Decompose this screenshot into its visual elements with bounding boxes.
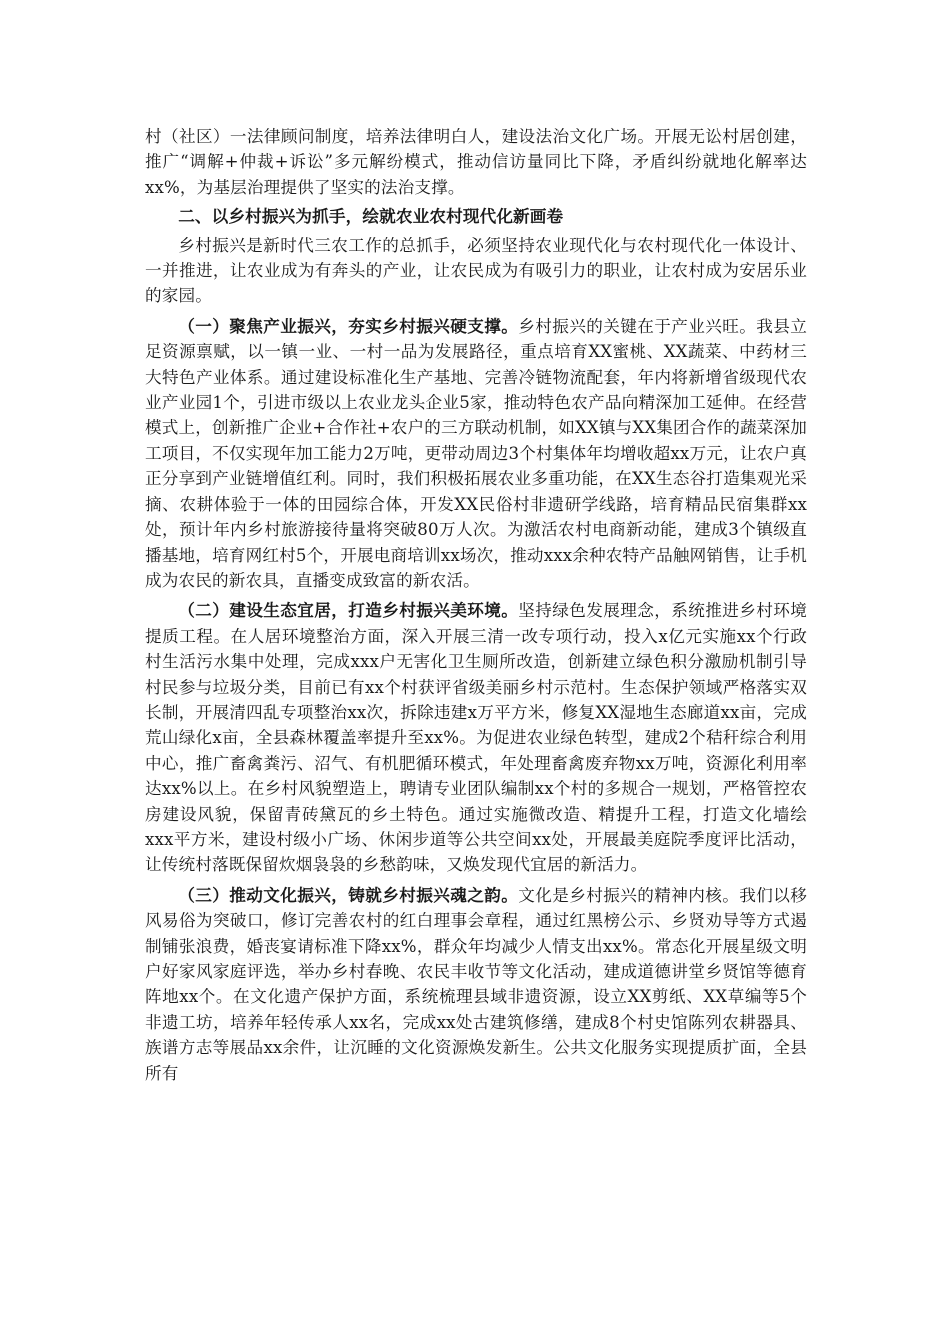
section-heading: 二、以乡村振兴为抓手，绘就农业农村现代化新画卷 <box>178 206 564 227</box>
subsection-lead: （三）推动文化振兴，铸就乡村振兴魂之韵。 <box>178 884 519 905</box>
subsection-culture <box>145 883 807 1086</box>
subsection-body: 乡村振兴的关键在于产业兴旺。我县立足资源禀赋，以一镇一业、一村一品为发展路径，重点培育XX蜜桃、XX蔬菜、中药材三大特色产业体系。通过建设标准化生产基地、完善冷链物流配套，年内将新增省级现代农业产业园1个，引进市级以上农业龙头企业5家，推动特色农产品向精深加工延伸。在经营模式上，创新推广企业+合作社+农户的三方联动机制，如XX镇与XX集团合作的蔬菜深加工项目，不仅实现年加工能力2万吨，更带动周边3个村集体年均增收超xx万元，让农户真正分享到产业链增值红利。同时，我们积极拓展农业多重功能，在XX生态谷打造集观光采摘、农耕体验于一体的田园综合体，开发XX民俗村非遗研学线路，培育精品民宿集群xx处，预计年内乡村旅游接待量将突破80万人次。为激活农村电商新动能，建成3个镇级直播基地，培育网红村5个，开展电商培训xx场次，推动xxx余种农特产品触网销售，让手机成为农民的新农具，直播变成致富的新农活。 <box>145 316 807 590</box>
subsection-body: 文化是乡村振兴的精神内核。我们以移风易俗为突破口，修订完善农村的红白理事会章程，通过红黑榜公示、乡贤劝导等方式遏制铺张浪费，婚丧宴请标准下降xx%，群众年均减少人情支出xx%。常态化开展星级文明户好家风家庭评选，举办乡村春晚、农民丰收节等文化活动，建成道德讲堂乡贤馆等德育阵地xx个。在文化遗产保护方面，系统梳理县域非遗资源，设立XX剪纸、XX草编等5个非遗工坊，培养年轻传承人xx名，完成xx处古建筑修缮，建成8个村史馆陈列农耕器具、族谱方志等展品xx余件，让沉睡的文化资源焕发新生。公共文化服务实现提质扩面，全县所有 <box>145 885 807 1083</box>
subsection-lead: （一）聚焦产业振兴，夯实乡村振兴硬支撑。 <box>178 315 519 336</box>
subsection-body: 坚持绿色发展理念，系统推进乡村环境提质工程。在人居环境整治方面，深入开展三清一改专项行动，投入x亿元实施xx个行政村生活污水集中处理，完成xxx户无害化卫生厕所改造，创新建立绿色积分激励机制引导村民参与垃圾分类，目前已有xx个村获评省级美丽乡村示范村。生态保护领域严格落实双长制，开展清四乱专项整治xx次，拆除违建x万平方米，修复XX湿地生态廊道xx亩，完成荒山绿化x亩，全县森林覆盖率提升至xx%。为促进农业绿色转型，建成2个秸秆综合利用中心，推广畜禽粪污、沼气、有机肥循环模式，年处理畜禽废弃物xx万吨，资源化利用率达xx%以上。在乡村风貌塑造上，聘请专业团队编制xx个村的多规合一规划，严格管控农房建设风貌，保留青砖黛瓦的乡土特色。通过实施微改造、精提升工程，打造文化墙绘xxx平方米，建设村级小广场、休闲步道等公共空间xx处，开展最美庭院季度评比活动，让传统村落既保留炊烟袅袅的乡愁韵味，又焕发现代宜居的新活力。 <box>145 601 807 875</box>
section-intro-paragraph: 乡村振兴是新时代三农工作的总抓手，必须坚持农业现代化与农村现代化一体设计、一并推进，让农业成为有奔头的产业，让农民成为有吸引力的职业，让农村成为安居乐业的家园。 <box>145 235 807 306</box>
subsection-industry <box>145 314 807 593</box>
subsection-lead: （二）建设生态宜居，打造乡村振兴美环境。 <box>178 600 519 621</box>
subsection-ecology <box>145 598 807 877</box>
intro-paragraph: 村（社区）一法律顾问制度，培养法律明白人，建设法治文化广场。开展无讼村居创建，推广“调解+仲裁+诉讼”多元解纷模式，推动信访量同比下降，矛盾纠纷就地化解率达xx%，为基层治理提供了坚实的法治支撑。 <box>145 127 807 197</box>
document-page <box>145 124 807 1086</box>
